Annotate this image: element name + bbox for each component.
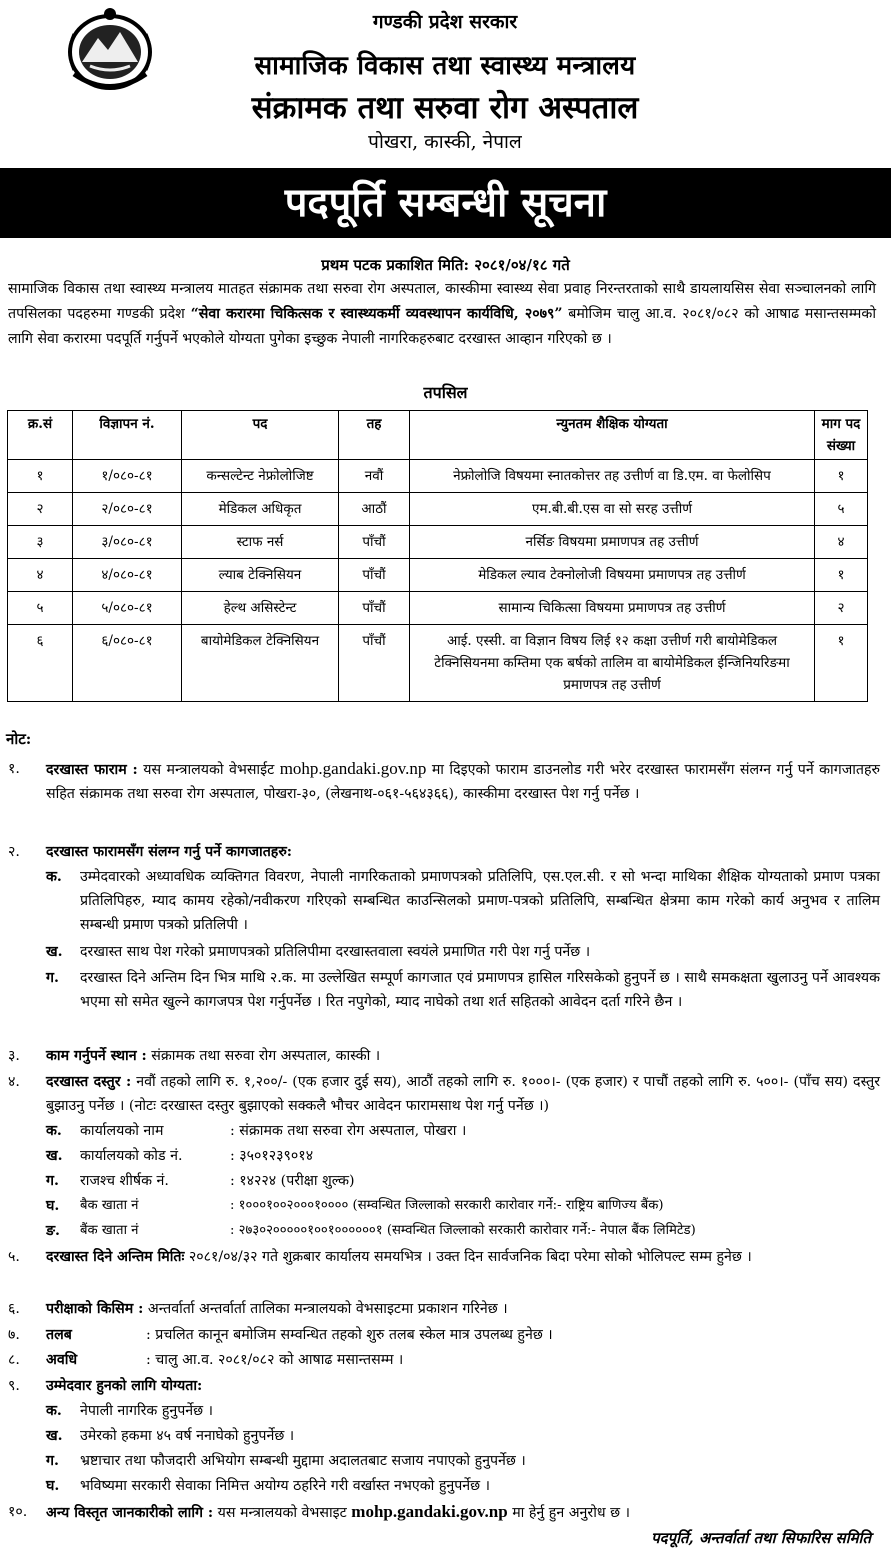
cell-sn: ५: [8, 592, 73, 625]
sub-text: दरखास्त दिने अन्तिम दिन भित्र माथि २.क. मा उल्लेखित सम्पूर्ण कागजात एवं प्रमाणपत्र हासिल गरिसकेको हुनुपर्ने छ । साथै समकक्षता खुलाउनु पर्ने आवश्यक भएमा सो समेत खुल्ने कागजपत्र पेश गर्नुपर्नेछ । रित नपुगेको, म्याद नाघेको तथा शर्त सहितको आवेदन दर्ता गरिने छैन ।: [80, 970, 880, 1010]
note-text: अन्तर्वार्ता अन्तर्वार्ता तालिका मन्त्रालयको वेभसाइटमा प्रकाशन गरिनेछ ।: [147, 1301, 508, 1317]
header-ministry: सामाजिक विकास तथा स्वास्थ्य मन्त्रालय: [254, 51, 636, 81]
note-7: [6, 1323, 880, 1347]
note-label: तलब: [46, 1327, 72, 1343]
cell-post: हेल्थ असिस्टेन्ट: [182, 592, 339, 625]
sub-text: भविष्यमा सरकारी सेवाका निमित्त अयोग्य ठहरिने गरी वर्खास्त नभएको हुनुपर्नेछ ।: [80, 1478, 490, 1494]
table-row: [8, 526, 868, 559]
sub-text: उम्मेदवारको अध्यावधिक व्यक्तिगत विवरण, नेपाली नागरिकताको प्रमाणपत्रको प्रतिलिपि, एस.एल.सी. र सो भन्दा माथिका शैक्षिक योग्यताको प्रमाण पत्रका प्रतिलिपिहरु, म्याद कामय रहेको/नवीकरण गरिएको सम्बन्धित काउन्सिलको प्रमाण-पत्रको प्रतिलिपि, सम्बन्धित क्षेत्रमा काम गरेको कार्य अनुभव र तालिम सम्बन्धी प्रमाण पत्रको प्रतिलिपी ।: [80, 869, 880, 933]
cell-level: पाँचौं: [339, 559, 410, 592]
cell-ad-no: ४/०८०-८१: [73, 559, 182, 592]
note-4-gha: [46, 1194, 880, 1218]
table-header-row: [8, 411, 868, 460]
posts-table: [7, 410, 868, 702]
table-row: [8, 625, 868, 702]
sub-value: : १४२२४ (परीक्षा शुल्क): [230, 1173, 355, 1189]
note-label: उम्मेदवार हुनको लागि योग्यता:: [46, 1378, 203, 1394]
cell-sn: २: [8, 493, 73, 526]
sub-label: ग.: [46, 1173, 59, 1189]
sub-value: : १०००१००२०००१०००० (सम्वन्धित जिल्लाको सरकारी कारोवार गर्ने:- राष्ट्रिय बाणिज्य बैंक): [230, 1198, 664, 1213]
note-number: ३.: [8, 1048, 20, 1064]
note-2-ka: [46, 865, 880, 937]
note-number: ७.: [8, 1327, 20, 1343]
note-label: अन्य विस्तृत जानकारीको लागि :: [46, 1505, 214, 1521]
note-label: काम गर्नुपर्ने स्थान :: [46, 1048, 147, 1064]
note-number: ५.: [8, 1249, 20, 1265]
note-number: १.: [8, 761, 20, 777]
intro-text-2: बमोजिम चालु आ.व. २०८१/०८२ को आषाढ मसान्तसम्मको लागि सेवा करारमा पदपूर्ति गर्नुपर्ने भएकोले योग्यता पुगेका इच्छुक नेपाली नागरिकहरुबाट दरखास्त आव्हान गरिएको छ ।: [8, 306, 876, 347]
note-label: अवधि: [46, 1352, 78, 1368]
note-label: दरखास्त फाराम :: [46, 762, 138, 778]
sub-label: क.: [46, 869, 62, 885]
col-post: पद: [182, 411, 339, 460]
note-9-ga: [46, 1449, 880, 1473]
header-govt: गण्डकी प्रदेश सरकार: [372, 11, 518, 33]
cell-sn: ६: [8, 625, 73, 702]
cell-ad-no: १/०८०-८१: [73, 460, 182, 493]
note-2-ga: [46, 966, 880, 1014]
note-4-nga: [46, 1219, 880, 1243]
committee-signature: पदपूर्ति, अन्तर्वार्ता तथा सिफारिस समिति: [651, 1529, 871, 1547]
cell-ad-no: ६/०८०-८१: [73, 625, 182, 702]
sub-key: राजश्च शीर्षक नं.: [80, 1173, 169, 1189]
cell-level: पाँचौं: [339, 592, 410, 625]
note-text: यस मन्त्रालयको वेभसाइट: [217, 1505, 347, 1521]
intro-text-1: सामाजिक विकास तथा स्वास्थ्य मन्त्रालय मातहत संक्रामक तथा सरुवा रोग अस्पताल, कास्कीमा स्वास्थ्य सेवा प्रवाह निरन्तरताको साथै डायलायसिस सेवा सञ्चालनको लागि तपसिलका पदहरुमा गण्डकी प्रदेश: [8, 281, 876, 322]
note-number: १०.: [8, 1504, 28, 1520]
notice-title-banner: पदपूर्ति सम्बन्धी सूचना: [0, 168, 891, 238]
note-8: [6, 1348, 880, 1372]
note-label: दरखास्त फारामसँग संलग्न गर्नु पर्ने कागजातहरु:: [46, 844, 293, 860]
header-hospital: संक्रामक तथा सरुवा रोग अस्पताल: [251, 90, 639, 126]
note-4-kha: [46, 1144, 880, 1168]
sub-key: कार्यालयको नाम: [80, 1123, 164, 1139]
note-number: ४.: [8, 1074, 20, 1090]
publication-date: प्रथम पटक प्रकाशित मिति: २०८१/०४/१८ गते: [321, 256, 570, 274]
table-row: [8, 460, 868, 493]
cell-count: २: [815, 592, 868, 625]
note-3: [6, 1044, 880, 1068]
note-5: [6, 1245, 880, 1269]
cell-ad-no: २/०८०-८१: [73, 493, 182, 526]
note-9: [6, 1374, 880, 1398]
table-row: [8, 559, 868, 592]
sub-label: ख.: [46, 944, 63, 960]
notes-heading: नोट:: [6, 730, 32, 748]
note-6: [6, 1297, 880, 1321]
col-count: माग पद संख्या: [815, 411, 868, 460]
note-number: २.: [8, 844, 20, 860]
cell-ad-no: ५/०८०-८१: [73, 592, 182, 625]
col-sn: क्र.सं: [8, 411, 73, 460]
note-9-gha: [46, 1474, 880, 1498]
sub-text: उमेरको हकमा ४५ वर्ष ननाघेको हुनुपर्नेछ ।: [80, 1428, 295, 1444]
website-link[interactable]: mohp.gandaki.gov.np: [351, 1502, 508, 1521]
sub-value: : ३५०१२३९०१४: [230, 1148, 314, 1164]
note-10: [6, 1500, 880, 1525]
cell-count: १: [815, 625, 868, 702]
cell-count: ५: [815, 493, 868, 526]
details-heading: तपसिल: [423, 383, 468, 402]
sub-label: घ.: [46, 1478, 60, 1494]
note-text: : प्रचलित कानून बमोजिम सम्वन्धित तहको शुरु तलब स्केल मात्र उपलब्ध हुनेछ ।: [146, 1327, 553, 1343]
sub-text: नेपाली नागरिक हुनुपर्नेछ ।: [80, 1403, 214, 1419]
note-4: [6, 1070, 880, 1118]
sub-label: ग.: [46, 1453, 59, 1469]
table-row: [8, 493, 868, 526]
cell-post: स्टाफ नर्स: [182, 526, 339, 559]
sub-value: : संक्रामक तथा सरुवा रोग अस्पताल, पोखरा ।: [230, 1123, 467, 1139]
note-number: ९.: [8, 1378, 20, 1394]
cell-qualification: एम.बी.बी.एस वा सो सरह उत्तीर्ण: [410, 493, 815, 526]
sub-key: बैंक खाता नं: [80, 1223, 139, 1238]
note-9-ka: [46, 1399, 880, 1423]
sub-value: : २७३०२०००००१००१००००००१ (सम्वन्धित जिल्लाको सरकारी कारोवार गर्ने:- नेपाल बैंक लिमिटेड): [230, 1223, 696, 1238]
sub-label: क.: [46, 1123, 62, 1139]
cell-level: आठौं: [339, 493, 410, 526]
intro-procedure-name: “सेवा करारमा चिकित्सक र स्वास्थ्यकर्मी व्यवस्थापन कार्यविधि, २०७९”: [190, 306, 563, 322]
cell-qualification: आई. एस्सी. वा विज्ञान विषय लिई १२ कक्षा उत्तीर्ण गरी बायोमेडिकल टेक्निसियनमा कम्तिमा एक बर्षको तालिम वा बायोमेडिकल ईन्जिनियरिङमा प्रमाणपत्र तह उत्तीर्ण: [410, 625, 815, 702]
sub-text: भ्रष्टाचार तथा फौजदारी अभियोग सम्बन्धी मुद्दामा अदालतबाट सजाय नपाएको हुनुपर्नेछ ।: [80, 1453, 526, 1469]
sub-label: घ.: [46, 1198, 60, 1214]
col-level: तह: [339, 411, 410, 460]
col-qualification: न्युनतम शैक्षिक योग्यता: [410, 411, 815, 460]
cell-post: बायोमेडिकल टेक्निसियन: [182, 625, 339, 702]
table-row: [8, 592, 868, 625]
cell-level: पाँचौं: [339, 625, 410, 702]
cell-post: मेडिकल अधिकृत: [182, 493, 339, 526]
cell-count: १: [815, 460, 868, 493]
note-label: दरखास्त दिने अन्तिम मितिः: [46, 1249, 185, 1265]
nepal-emblem-icon: [60, 4, 160, 96]
sub-label: ख.: [46, 1148, 63, 1164]
cell-qualification: नर्सिङ विषयमा प्रमाणपत्र तह उत्तीर्ण: [410, 526, 815, 559]
cell-count: १: [815, 559, 868, 592]
sub-label: ख.: [46, 1428, 63, 1444]
note-number: ८.: [8, 1352, 20, 1368]
cell-level: नवौं: [339, 460, 410, 493]
note-number: ६.: [8, 1301, 20, 1317]
cell-qualification: मेडिकल ल्याव टेक्नोलोजी विषयमा प्रमाणपत्र तह उत्तीर्ण: [410, 559, 815, 592]
note-text: नवौं तहको लागि रु. १,२००/- (एक हजार दुई सय), आठौं तहको लागि रु. १०००।- (एक हजार) र पाचौं तहको लागि रु. ५००।- (पाँच सय) दस्तुर बुझाउनु पर्नेछ । (नोटः दरखास्त दस्तुर बुझाएको सक्कलै भौचर आवेदन फारामसाथ पेश गर्नु पर्नेछ ।): [46, 1074, 880, 1114]
note-2-kha: [46, 940, 880, 964]
note-2: [6, 840, 880, 864]
notes-section: [6, 727, 881, 1521]
cell-sn: ४: [8, 559, 73, 592]
sub-label: ग.: [46, 970, 59, 986]
cell-sn: १: [8, 460, 73, 493]
note-1: [6, 757, 880, 806]
header-address: पोखरा, कास्की, नेपाल: [368, 131, 522, 153]
sub-label: ङ.: [46, 1223, 60, 1239]
note-text: : चालु आ.व. २०८१/०८२ को आषाढ मसान्तसम्म ।: [146, 1352, 404, 1368]
intro-paragraph: [8, 277, 876, 352]
cell-level: पाँचौं: [339, 526, 410, 559]
cell-qualification: सामान्य चिकित्सा विषयमा प्रमाणपत्र तह उत्तीर्ण: [410, 592, 815, 625]
website-link[interactable]: mohp.gandaki.gov.np: [279, 759, 427, 778]
note-text: मा हेर्नु हुन अनुरोध छ ।: [512, 1505, 630, 1521]
sub-key: कार्यालयको कोड नं.: [80, 1148, 183, 1164]
col-ad-no: विज्ञापन नं.: [73, 411, 182, 460]
note-text: संक्रामक तथा सरुवा रोग अस्पताल, कास्की ।: [151, 1048, 381, 1064]
note-label: परीक्षाको किसिम :: [46, 1301, 144, 1317]
note-text: मा दिइएको फाराम डाउनलोड गरी भरेर दरखास्त फारामसँग संलग्न गर्नु पर्ने कागजातहरु सहित संक्रामक तथा सरुवा रोग अस्पताल, पोखरा-३०, (लेखनाथ-०६१-५६४३६६), कास्कीमा दरखास्त पेश गर्नु पर्नेछ ।: [46, 762, 881, 802]
sub-key: बैक खाता नं: [80, 1198, 139, 1213]
cell-count: ४: [815, 526, 868, 559]
cell-sn: ३: [8, 526, 73, 559]
note-text: २०८१/०४/३२ गते शुक्रबार कार्यालय समयभित्र । उक्त दिन सार्वजनिक बिदा परेमा सोको भोलिपल्ट सम्म हुनेछ ।: [188, 1249, 752, 1265]
cell-ad-no: ३/०८०-८१: [73, 526, 182, 559]
note-label: दरखास्त दस्तुर :: [46, 1074, 132, 1090]
note-text: यस मन्त्रालयको वेभसाईट: [143, 762, 275, 778]
sub-text: दरखास्त साथ पेश गरेको प्रमाणपत्रको प्रतिलिपीमा दरखास्तवाला स्वयंले प्रमाणित गरी पेश गर्नु पर्नेछ ।: [80, 944, 591, 960]
note-9-kha: [46, 1424, 880, 1448]
cell-post: कन्सल्टेन्ट नेफ्रोलोजिष्ट: [182, 460, 339, 493]
cell-post: ल्याब टेक्निसियन: [182, 559, 339, 592]
cell-qualification: नेफ्रोलोजि विषयमा स्नातकोत्तर तह उत्तीर्ण वा डि.एम. वा फेलोसिप: [410, 460, 815, 493]
note-4-ga: [46, 1169, 880, 1193]
note-4-ka: [46, 1119, 880, 1143]
sub-label: क.: [46, 1403, 62, 1419]
